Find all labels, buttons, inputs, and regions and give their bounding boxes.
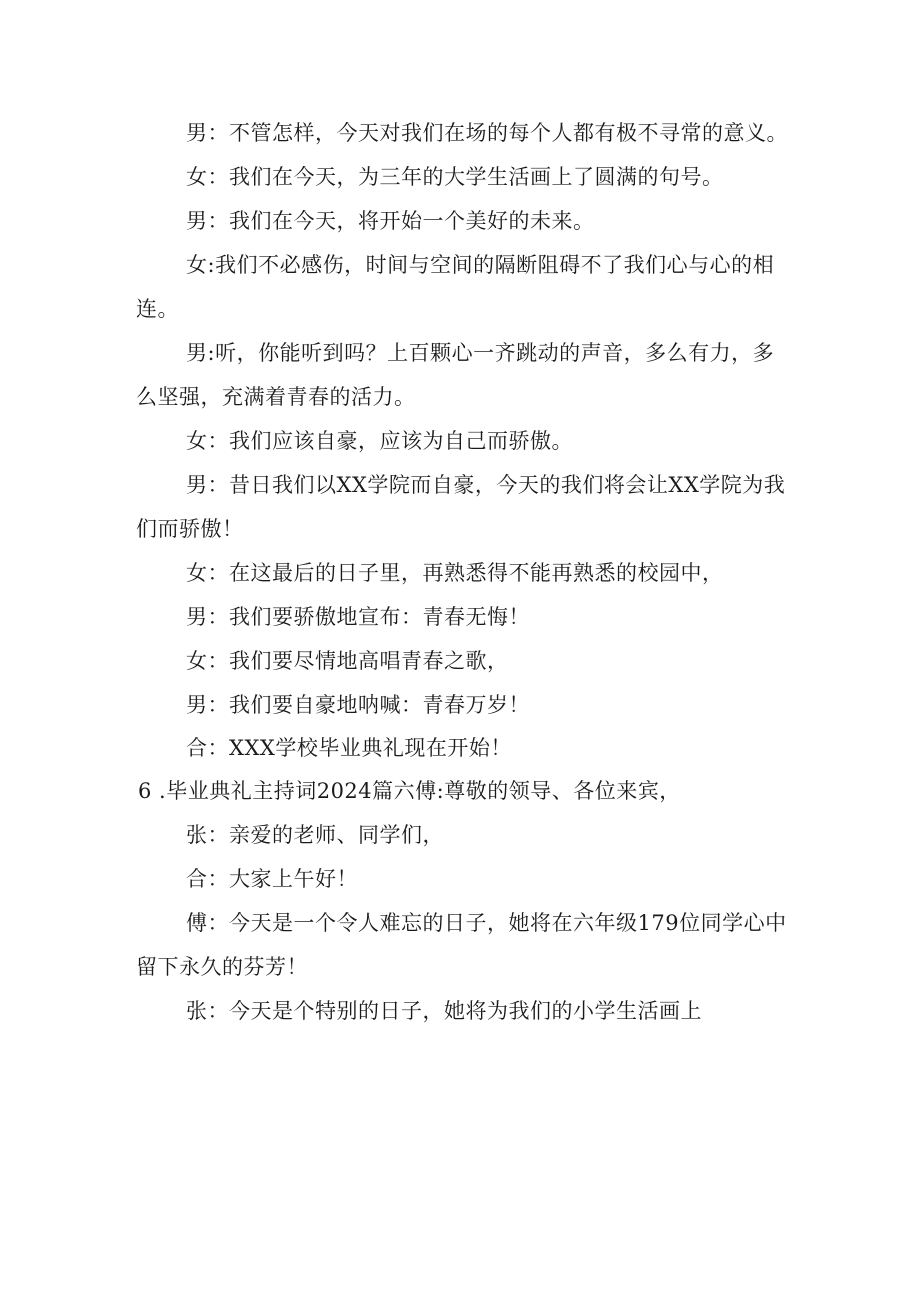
dialogue-line: 女：我们要尽情地高唱青春之歌， [186,649,509,673]
dialogue-line-continuation: 们而骄傲！ [136,517,244,541]
dialogue-line: 男：我们要自豪地呐喊：青春万岁！ [186,693,530,717]
section-heading: 6 .毕业典礼主持词2024篇六傅:尊敬的领导、各位来宾， [138,779,681,803]
dialogue-line: 男:听，你能听到吗？上百颗心一齐跳动的声音，多么有力，多 [186,341,775,365]
dialogue-line: 男：我们在今天，将开始一个美好的未来。 [186,209,595,233]
dialogue-line-continuation: 留下永久的芬芳！ [136,955,308,979]
dialogue-line: 女:我们不必感伤，时间与空间的隔断阻碍不了我们心与心的相 [186,253,775,277]
dialogue-line: 傅：今天是一个令人难忘的日子，她将在六年级179位同学心中 [186,911,787,935]
dialogue-line: 合：XXX学校毕业典礼现在开始！ [186,736,512,760]
dialogue-line: 女：我们应该自豪，应该为自己而骄傲。 [186,429,573,453]
dialogue-line: 合：大家上午好！ [186,867,358,891]
dialogue-line: 男：我们要骄傲地宣布：青春无悔！ [186,605,530,629]
dialogue-line: 男：昔日我们以XX学院而自豪，今天的我们将会让XX学院为我 [186,473,786,497]
dialogue-line: 女：在这最后的日子里，再熟悉得不能再熟悉的校园中， [186,561,724,585]
dialogue-line: 张：今天是个特别的日子，她将为我们的小学生活画上 [186,999,702,1023]
dialogue-line: 女：我们在今天，为三年的大学生活画上了圆满的句号。 [186,165,724,189]
dialogue-line: 男：不管怎样，今天对我们在场的每个人都有极不寻常的意义。 [186,121,788,145]
dialogue-line: 张：亲爱的老师、同学们， [186,823,444,847]
dialogue-line-continuation: 连。 [136,297,179,321]
dialogue-line-continuation: 么坚强，充满着青春的活力。 [136,385,416,409]
